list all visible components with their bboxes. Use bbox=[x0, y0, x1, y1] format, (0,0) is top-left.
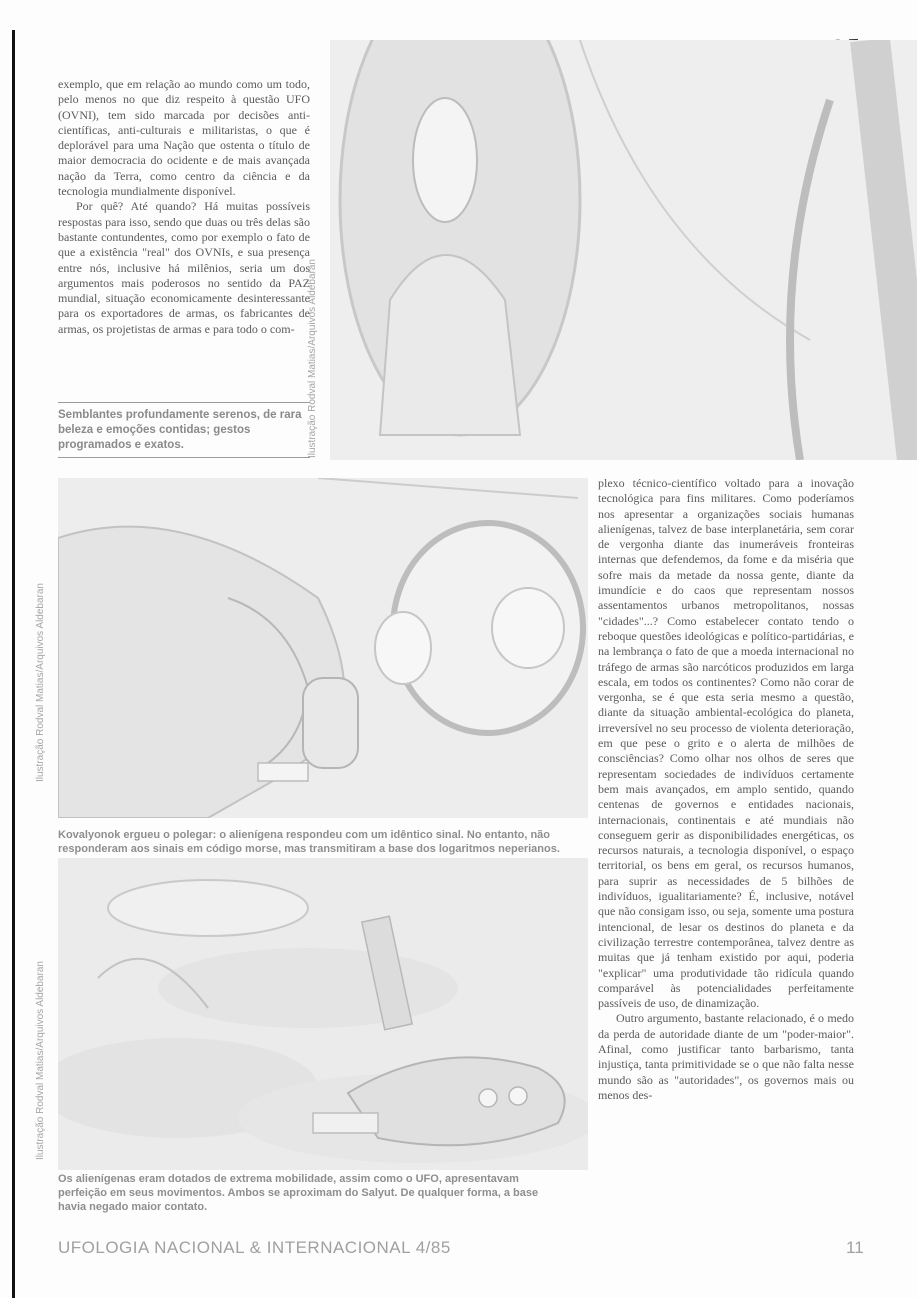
credit-middle-illustration: Ilustração Rodval Matias/Arquivos Aldebaran bbox=[35, 583, 46, 782]
credit-top-illustration: Ilustração Rodval Matias/Arquivos Aldebaran bbox=[307, 259, 318, 458]
right-paragraph-2: Outro argumento, bastante relacionado, é o medo da perda de autoridade diante de um "poder-maior". Afinal, como justificar tanto barbarismo, tanta injustiça, tanta primitividade se o que não falta nesse mundo são as "autoridades", os governos mais ou menos des- bbox=[598, 1011, 854, 1102]
footer-publication-title: UFOLOGIA NACIONAL & INTERNACIONAL 4/85 bbox=[58, 1238, 451, 1257]
pull-quote: Semblantes profundamente serenos, de rara beleza e emoções contidas; gestos programados e exatos. bbox=[58, 402, 310, 458]
footer-page-number: 11 bbox=[846, 1238, 864, 1257]
left-paragraph-1: exemplo, que em relação ao mundo como um todo, pelo menos no que diz respeito à questão UFO (OVNI), tem sido marcada por decisões anti-científicas, anti-culturais e militaristas, o que é deplorável para uma Nação que ostenta o título de maior democracia do ocidente e de mais avançada nação da Terra, como centro da ciência e da tecnologia mundialmente disponível. bbox=[58, 77, 310, 199]
right-text-column bbox=[598, 476, 854, 1103]
illustration-cosmonaut-thumbs-up bbox=[58, 478, 588, 818]
illustration-salyut-ufo bbox=[58, 858, 588, 1170]
right-paragraph-1: plexo técnico-científico voltado para a inovação tecnológica para fins militares. Como poderíamos nos apresentar a organizações sociais humanas alienígenas, talvez de base interplanetária, sem corar de vergonha diante das inumeráveis fronteiras internas que defendemos, da fome e da miséria que sofre mais da metade da nossa gente, diante da imundície e do caos que representam nossos assentamentos urbanos metropolitanos, nossas "cidades"...? Como estabelecer contato tendo o reboque questões ideológicas e político-partidárias, e na lembrança o fato de que a moeda internacional no tráfego de armas são narcóticos produzidos em larga escala, em todos os continentes? Como não corar de vergonha, se é que esta seria mesmo a questão, diante da situação ambiental-ecológica do planeta, irreversível no seu processo de violenta deterioração, em que pese o grito e o alerta de milhões de consciências? Como olhar nos olhos de seres que representam sociedades de indivíduos certamente bem mais avançados, em amplo sentido, quando centenas de governos e entidades nacionais, internacionais, continentais e até mundiais não conseguem gerir as disponibilidades energéticas, os recursos naturais, a tecnologia disponível, o espaço territorial, os bens em geral, os recursos humanos, para suprir as necessidades de 5 bilhões de indivíduos, igualitariamente? É, inclusive, notável que não consigam isso, ou seja, somente uma postura intencional, de lesar os destinos do planeta e da civilização terrestre contemporânea, talvez dentre as muitas que já tenham existido por aqui, poderia "explicar" uma produtividade tão ridícula quando comparável às potencialidades perfeitamente passíveis de uso, de dinamização. bbox=[598, 476, 854, 1011]
credit-bottom-illustration: Ilustração Rodval Matias/Arquivos Aldebaran bbox=[35, 961, 46, 1160]
page-binding-edge bbox=[12, 30, 15, 1298]
left-paragraph-2: Por quê? Até quando? Há muitas possíveis respostas para isso, sendo que duas ou três delas são bastante contundentes, como por exemplo o fato de que a existência "real" dos OVNIs, e sua presença entre nós, inclusive há milênios, seria um dos argumentos mais poderosos no sentido da PAZ mundial, situação economicamente desinteressante para os exportadores de armas, os fabricantes de armas, os projetistas de armas e para todo o com- bbox=[58, 199, 310, 336]
caption-middle-illustration: Kovalyonok ergueu o polegar: o alienígena respondeu com um idêntico sinal. No entanto, não responderam aos sinais em código morse, mas transmitiram a base dos logaritmos neperianos. bbox=[58, 829, 560, 855]
caption-bottom-illustration: Os alienígenas eram dotados de extrema mobilidade, assim como o UFO, apresentavam perfeição em seus movimentos. Ambos se aproximam do Salyut. De qualquer forma, a base havia negado maior contato. bbox=[58, 1173, 539, 1213]
left-text-column bbox=[58, 77, 310, 337]
illustration-alien-porthole bbox=[330, 40, 917, 460]
